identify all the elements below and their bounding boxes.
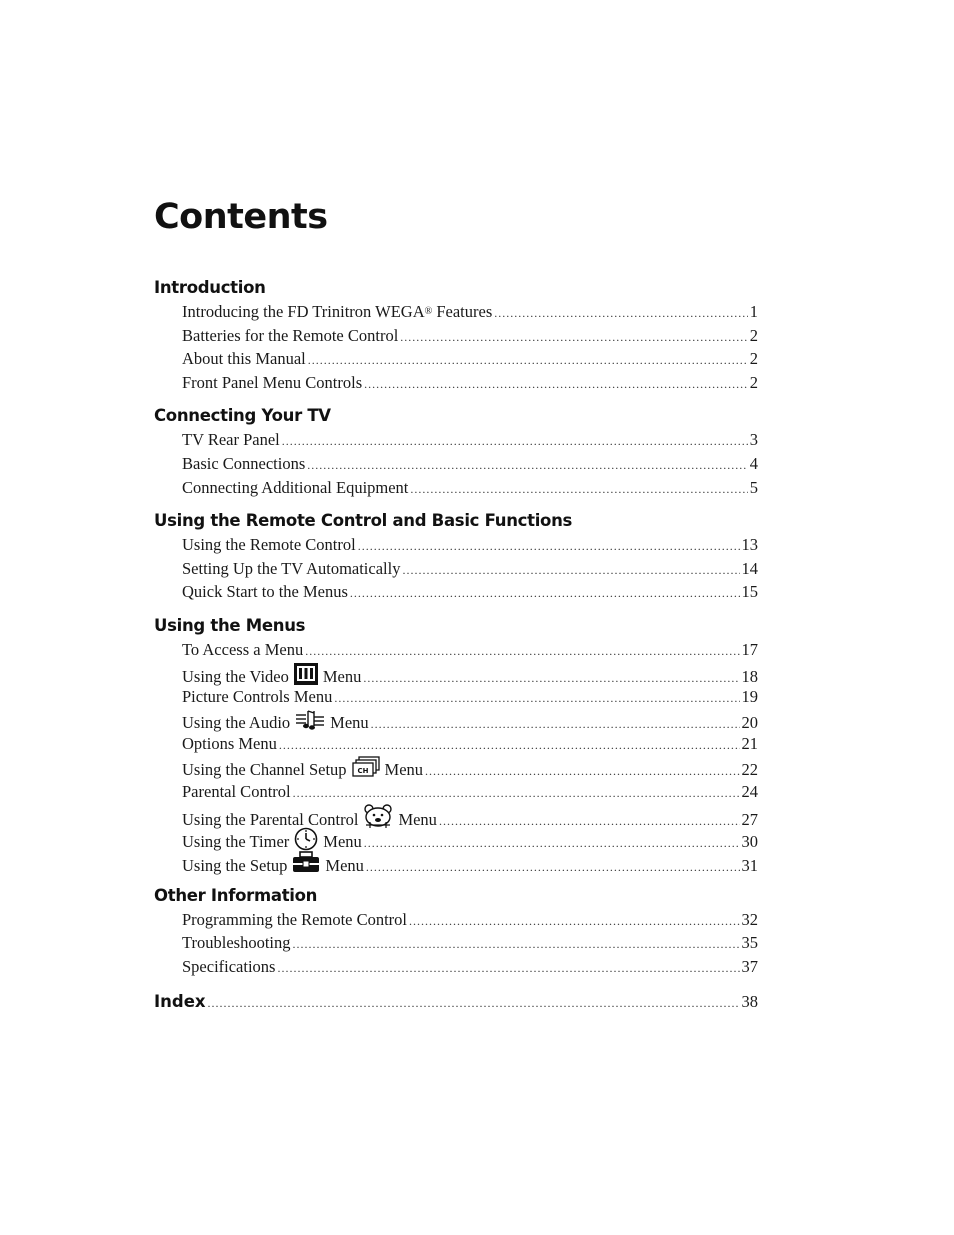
section-heading: Introduction xyxy=(154,278,266,297)
entry-title-suffix: Menu xyxy=(323,832,362,852)
entry-label xyxy=(182,732,277,756)
entry-label: Introducing the FD Trinitron WEGA ® Features xyxy=(182,300,492,324)
toc-entry[interactable] xyxy=(154,662,758,686)
entry-label xyxy=(182,533,356,557)
toc-entry[interactable] xyxy=(154,580,758,604)
toc-entry[interactable] xyxy=(154,709,758,733)
toc-entry[interactable] xyxy=(154,428,758,452)
dot-leader xyxy=(366,856,740,880)
entry-label xyxy=(182,850,364,881)
toc-entry[interactable] xyxy=(154,638,758,662)
entry-title-suffix: Menu xyxy=(384,760,424,780)
dot-leader xyxy=(400,326,747,350)
page-number: 13 xyxy=(741,535,758,555)
entry-title: Basic Connections xyxy=(182,453,306,473)
table-of-contents xyxy=(154,276,758,1015)
entry-title: Specifications xyxy=(182,957,276,977)
dot-leader xyxy=(350,582,740,606)
dot-leader xyxy=(307,454,747,478)
entry-title: Options Menu xyxy=(182,734,277,754)
toc-section xyxy=(154,614,758,874)
entry-title: Picture Controls Menu xyxy=(182,687,333,707)
toc-entry[interactable] xyxy=(154,780,758,804)
entry-title: Front Panel Menu Controls xyxy=(182,372,363,392)
page-number: 3 xyxy=(749,430,758,450)
toc-entry[interactable] xyxy=(154,803,758,827)
entry-label xyxy=(182,685,332,709)
toc-entry[interactable] xyxy=(154,908,758,932)
toc-section xyxy=(154,404,758,499)
entry-label xyxy=(182,347,306,371)
toc-entry[interactable] xyxy=(154,533,758,557)
dot-leader xyxy=(364,373,748,397)
entry-title-suffix: Menu xyxy=(322,667,362,687)
toc-entry[interactable] xyxy=(154,347,758,371)
toc-index-entry[interactable] xyxy=(154,989,758,1015)
section-heading: Using the Menus xyxy=(154,615,306,635)
entry-title: TV Rear Panel xyxy=(182,430,280,450)
entry-title: Batteries for the Remote Control xyxy=(182,325,399,345)
toc-entry[interactable] xyxy=(154,300,758,324)
dot-leader xyxy=(208,990,740,1016)
dot-leader xyxy=(308,349,748,373)
page-number: 22 xyxy=(741,760,758,780)
dot-leader xyxy=(293,933,740,957)
setup-toolbox-icon xyxy=(291,850,321,881)
toc-entry[interactable] xyxy=(154,452,758,476)
entry-title: Using the Audio xyxy=(182,713,291,733)
page-number: 32 xyxy=(741,909,758,929)
toc-entry[interactable] xyxy=(154,476,758,500)
entry-title: Setting Up the TV Automatically xyxy=(182,558,401,578)
dot-leader xyxy=(371,713,740,737)
entry-title: Quick Start to the Menus xyxy=(182,582,348,602)
page-number: 27 xyxy=(741,809,758,829)
entry-title: Using the Timer xyxy=(182,832,290,852)
dot-leader xyxy=(494,302,747,326)
dot-leader xyxy=(293,782,740,806)
toc-entry[interactable] xyxy=(154,685,758,709)
entry-title: Using the Parental Control xyxy=(182,809,359,829)
page-number: 21 xyxy=(741,734,758,754)
parental-control-icon xyxy=(362,803,394,836)
entry-title: Introducing the FD Trinitron WEGA xyxy=(182,302,425,321)
entry-label xyxy=(182,557,400,581)
entry-label xyxy=(182,908,407,932)
dot-leader xyxy=(364,832,740,856)
entry-title: Troubleshooting xyxy=(182,933,291,953)
toc-entry[interactable] xyxy=(154,324,758,348)
entry-title: Connecting Additional Equipment xyxy=(182,477,409,497)
page-number: 31 xyxy=(741,855,758,875)
entry-label xyxy=(182,580,348,604)
page-number: 2 xyxy=(749,372,758,392)
dot-leader xyxy=(282,430,748,454)
entry-title: Using the Video xyxy=(182,667,289,687)
page-number: 19 xyxy=(741,687,758,707)
dot-leader xyxy=(425,760,739,784)
section-heading: Connecting Your TV xyxy=(154,406,331,426)
toc-section xyxy=(154,509,758,604)
dot-leader xyxy=(410,478,747,502)
toc-entry[interactable] xyxy=(154,756,758,780)
dot-leader xyxy=(358,535,740,559)
page-number: 30 xyxy=(741,832,758,852)
entry-label xyxy=(182,931,291,955)
page-number: 15 xyxy=(741,582,758,602)
entry-title: Parental Control xyxy=(182,781,291,801)
dot-leader xyxy=(439,810,740,834)
entry-title: Using the Setup xyxy=(182,855,288,875)
entry-label xyxy=(182,638,303,662)
page-number: 14 xyxy=(741,558,758,578)
entry-title: Using the Channel Setup xyxy=(182,760,347,780)
toc-section xyxy=(154,276,758,394)
page-number: 20 xyxy=(741,713,758,733)
toc-entry[interactable] xyxy=(154,955,758,979)
entry-title-suffix: Menu xyxy=(325,855,364,875)
page-number: 2 xyxy=(749,325,758,345)
entry-title: Using the Remote Control xyxy=(182,535,356,555)
channel-icon-label: CH xyxy=(357,766,369,775)
page-number: 35 xyxy=(741,933,758,953)
page-number: 1 xyxy=(749,302,758,321)
dot-leader xyxy=(409,910,739,934)
audio-menu-icon xyxy=(294,709,326,738)
dot-leader xyxy=(277,957,739,981)
channel-setup-icon xyxy=(351,756,381,785)
page-number: 17 xyxy=(741,639,758,659)
dot-leader xyxy=(279,734,740,758)
entry-title-suffix: Menu xyxy=(398,809,437,829)
toc-entry[interactable] xyxy=(154,371,758,395)
entry-label xyxy=(182,476,408,500)
entry-label xyxy=(182,371,362,395)
toc-entry[interactable] xyxy=(154,732,758,756)
toc-entry[interactable] xyxy=(154,557,758,581)
section-heading: Using the Remote Control and Basic Functions xyxy=(154,511,573,531)
dot-leader xyxy=(305,640,739,664)
entry-label xyxy=(182,324,398,348)
page-number: 37 xyxy=(741,957,758,977)
section-heading: Other Information xyxy=(154,885,318,905)
dot-leader xyxy=(334,687,739,711)
entry-label xyxy=(182,452,305,476)
index-label: Index xyxy=(154,991,206,1011)
page-number: 24 xyxy=(741,781,758,801)
dot-leader xyxy=(402,559,739,583)
page-number: 18 xyxy=(741,667,758,687)
entry-title-suffix: Menu xyxy=(330,713,369,733)
entry-title: Programming the Remote Control xyxy=(182,909,408,929)
entry-label xyxy=(182,428,280,452)
entry-label xyxy=(182,955,275,979)
toc-section xyxy=(154,884,758,979)
entry-label xyxy=(182,780,291,804)
entry-title-suffix: Features xyxy=(432,302,493,321)
page-number: 38 xyxy=(741,991,758,1011)
entry-title: About this Manual xyxy=(182,349,306,369)
page-number: 2 xyxy=(749,349,758,369)
page-title: Contents xyxy=(154,197,328,237)
page-number: 4 xyxy=(749,453,758,473)
toc-entry[interactable] xyxy=(154,931,758,955)
page-number: 5 xyxy=(749,477,758,497)
entry-title: To Access a Menu xyxy=(182,639,304,659)
